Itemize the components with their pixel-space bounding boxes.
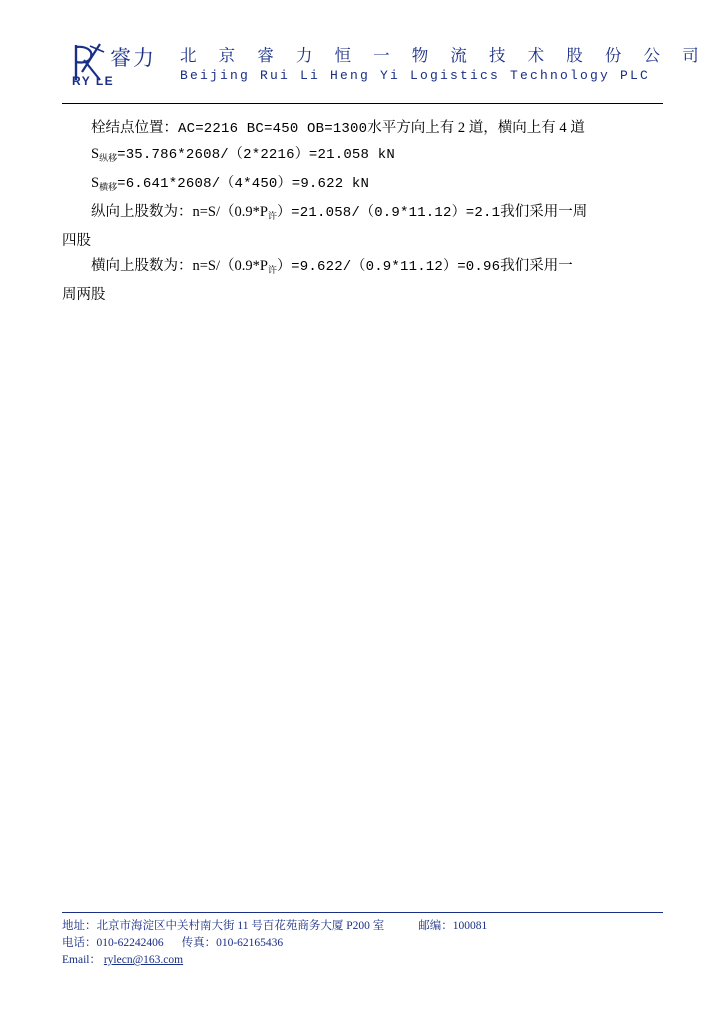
footer-address-row	[62, 918, 663, 935]
address-label: 地址：	[62, 920, 97, 932]
line4-prefix: 纵向上股数为：n=S/（0.9*P	[91, 204, 268, 220]
letterhead	[62, 40, 708, 102]
footer-tel-row	[62, 935, 663, 952]
line6-formula: ）=9.622/（0.9*11.12）=0.96	[276, 259, 501, 275]
body-line-4	[62, 200, 663, 229]
body-line-7: 周两股	[62, 287, 106, 303]
line3-formula: =6.641*2608/（4*450）=9.622 kN	[117, 176, 370, 192]
line2-prefix: S	[91, 146, 100, 162]
line3-subscript: 横移	[99, 182, 118, 192]
header-divider	[62, 103, 663, 104]
line6-suffix: 我们采用一	[500, 258, 573, 274]
line4-suffix: 我们采用一周	[500, 204, 588, 220]
footer-email-row	[62, 952, 663, 969]
line2-formula: =35.786*2608/（2*2216）=21.058 kN	[117, 147, 395, 163]
email-label: Email：	[62, 954, 101, 966]
address-value: 北京市海淀区中关村南大街 11 号百花苑商务大厦 P200 室	[96, 920, 385, 932]
logo-chinese-text: 睿力	[110, 46, 156, 70]
line1-suffix: 水平方向上有 2 道，横向上有 4 道	[367, 120, 585, 136]
fax-value: 010-62165436	[216, 937, 284, 949]
document-body	[62, 116, 663, 308]
body-line-5: 四股	[62, 233, 91, 249]
logo-english-text: RY LE	[72, 74, 115, 88]
body-line-1	[62, 116, 663, 142]
body-line-3	[62, 171, 663, 200]
line3-prefix: S	[91, 175, 100, 191]
line1-prefix: 栓结点位置：	[91, 120, 178, 136]
fax-label: 传真：	[181, 937, 217, 949]
body-line-6	[62, 254, 663, 283]
line1-values: AC=2216 BC=450 OB=1300	[178, 121, 368, 137]
tel-value: 010-62242406	[96, 937, 164, 949]
email-link[interactable]: rylecn@163.com	[103, 954, 184, 966]
line4-subscript: 许	[267, 211, 277, 221]
postcode-label: 邮编：	[418, 920, 453, 932]
company-logo	[62, 40, 174, 98]
line6-prefix: 横向上股数为：n=S/（0.9*P	[91, 258, 268, 274]
body-line-2	[62, 142, 663, 171]
company-name-chinese: 北 京 睿 力 恒 一 物 流 技 术 股 份 公 司	[180, 46, 708, 65]
line4-formula: ）=21.058/（0.9*11.12）=2.1	[276, 205, 501, 221]
company-name-english: Beijing Rui Li Heng Yi Logistics Technology PLC	[180, 68, 651, 83]
postcode-value: 100081	[452, 920, 488, 932]
line2-subscript: 纵移	[99, 153, 118, 163]
document-footer	[62, 918, 663, 969]
footer-divider	[62, 912, 663, 913]
tel-label: 电话：	[62, 937, 97, 949]
line6-subscript: 许	[267, 265, 277, 275]
